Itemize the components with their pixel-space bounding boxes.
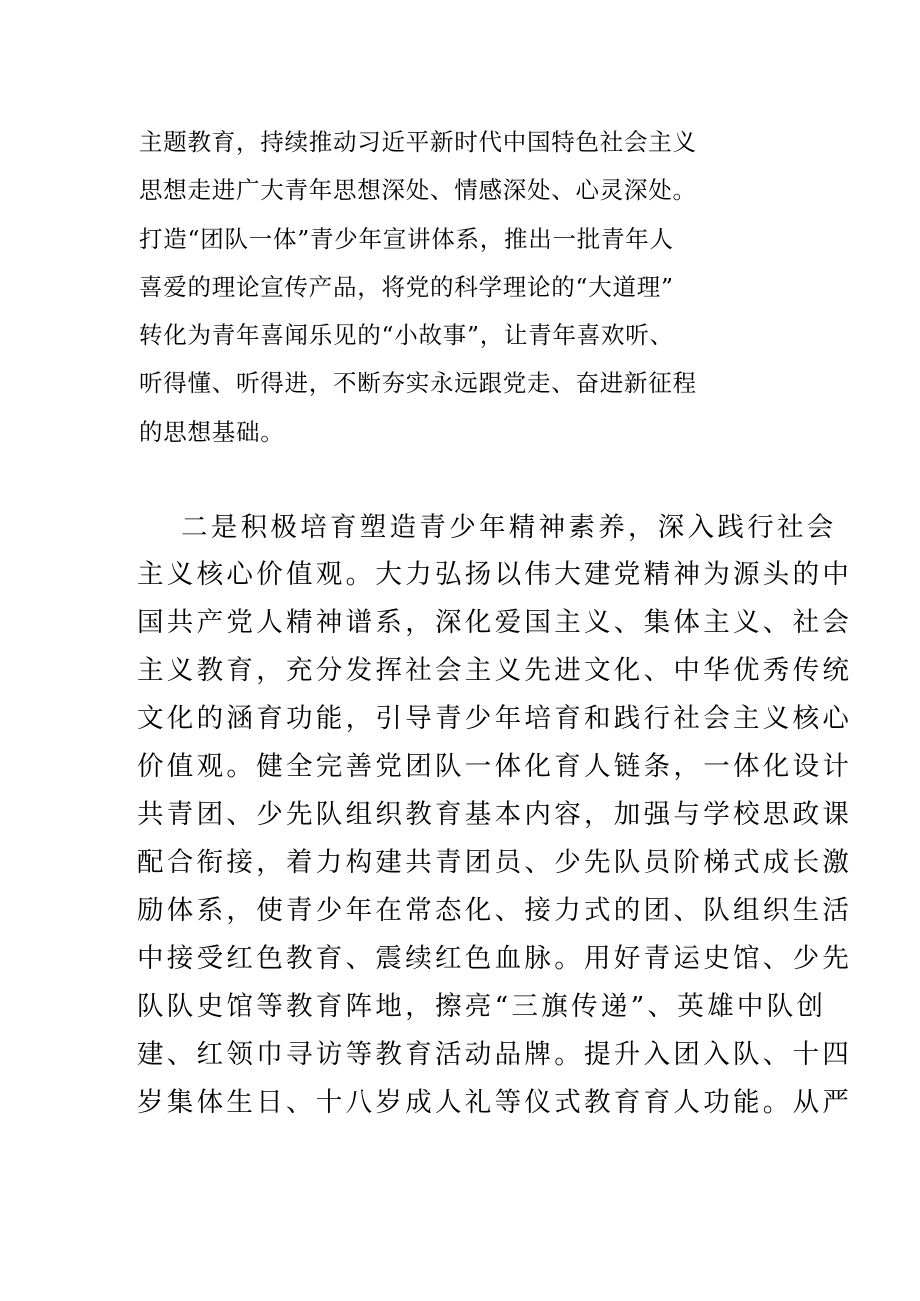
text-line: 配合衔接，着力构建共青团员、少先队员阶梯式成长激 xyxy=(137,847,853,878)
text-line: 建、红领巾寻访等教育活动品牌。提升入团入队、十四 xyxy=(137,1039,853,1070)
text-line: 共青团、少先队组织教育基本内容，加强与学校思政课 xyxy=(137,799,853,830)
text-line: 喜爱的理论宣传产品，将党的科学理论的“大道理” xyxy=(139,273,674,301)
text-line: 励体系，使青少年在常态化、接力式的团、队组织生活 xyxy=(137,895,853,926)
text-line: 思想走进广大青年思想深处、情感深处、心灵深处。 xyxy=(139,176,697,204)
text-line: 听得懂、听得进，不断夯实永远跟党走、奋进新征程 xyxy=(139,369,697,397)
text-line: 国共产党人精神谱系，深化爱国主义、集体主义、社会 xyxy=(137,607,853,638)
text-line: 主题教育，持续推动习近平新时代中国特色社会主义 xyxy=(139,128,697,156)
text-line: 主义教育，充分发挥社会主义先进文化、中华优秀传统 xyxy=(137,655,853,686)
text-line: 二是积极培育塑造青少年精神素养，深入践行社会 xyxy=(181,512,837,543)
text-line: 价值观。健全完善党团队一体化育人链条，一体化设计 xyxy=(137,751,853,782)
text-line: 中接受红色教育、震续红色血脉。用好青运史馆、少先 xyxy=(137,943,853,974)
text-line: 主义核心价值观。大力弘扬以伟大建党精神为源头的中 xyxy=(137,559,853,590)
text-line: 打造“团队一体”青少年宣讲体系，推出一批青年人 xyxy=(139,225,674,253)
text-line: 岁集体生日、十八岁成人礼等仪式教育育人功能。从严 xyxy=(137,1087,853,1118)
text-line: 文化的涵育功能，引导青少年培育和践行社会主义核心 xyxy=(137,703,853,734)
text-line: 的思想基础。 xyxy=(139,418,285,446)
text-line: 转化为青年喜闻乐见的“小故事”，让青年喜欢听、 xyxy=(139,321,674,349)
text-line: 队队史馆等教育阵地，擦亮“三旗传递”、英雄中队创 xyxy=(137,991,827,1022)
